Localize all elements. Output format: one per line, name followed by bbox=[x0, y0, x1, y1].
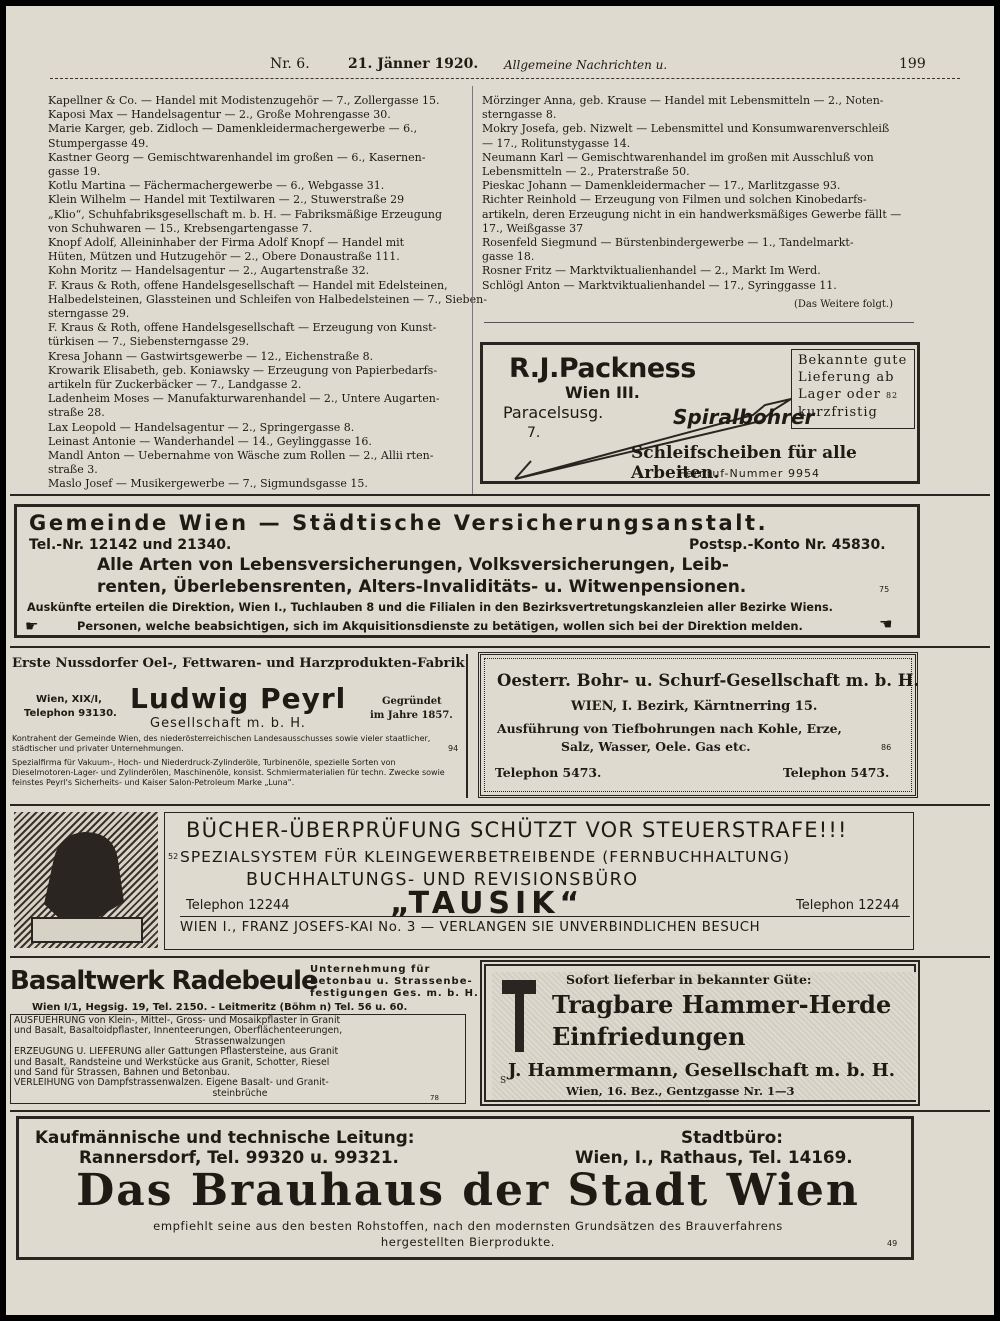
register-entry-line: Mörzinger Anna, geb. Krause — Handel mit Lebensmitteln — 2., Noten- bbox=[482, 94, 884, 107]
basalt-line: Strassenwalzungen bbox=[194, 1035, 286, 1047]
register-entry-line: 17., Weißgasse 37 bbox=[482, 221, 584, 235]
packness-box-line: Lieferung ab bbox=[798, 370, 895, 385]
packness-street: Paracelsusg. bbox=[503, 403, 604, 422]
ad-divider bbox=[466, 654, 468, 798]
brauhaus-line2: hergestellten Bierprodukte. bbox=[380, 1235, 556, 1249]
gemeinde-line2: renten, Überlebensrenten, Alters-Invaliditäts- u. Witwenpensionen. bbox=[97, 577, 747, 597]
register-entry-line: von Schuhwaren — 15., Krebsengartengasse 7. bbox=[48, 221, 313, 235]
right-register-column bbox=[482, 94, 927, 293]
packness-code: 82 bbox=[885, 391, 899, 400]
peyrl-company: Gesellschaft m. b. H. bbox=[150, 716, 306, 731]
gemeinde-persons: Personen, welche beabsichtigen, sich im Akquisitionsdienste zu betätigen, wollen sich bei der Direktion melden. bbox=[77, 619, 803, 633]
bohr-phone-left: Telephon 5473. bbox=[495, 765, 602, 780]
packness-phone: Fernruf-Nummer 9954 bbox=[679, 467, 820, 480]
basalt-address: Wien I/1, Hegsig. 19, Tel. 2150. - Leitmeritz (Böhm n) Tel. 56 u. 60. bbox=[32, 1002, 408, 1013]
peyrl-header: Erste Nussdorfer Oel-, Fettwaren- und Harzprodukten-Fabrik bbox=[12, 656, 465, 671]
register-entry-line: Neumann Karl — Gemischtwarenhandel im großen mit Ausschluß von bbox=[482, 150, 874, 164]
register-entry-line: F. Kraus & Roth, offene Handelsgesellschaft — Erzeugung von Kunst- bbox=[48, 321, 437, 335]
register-entry-line: sterngasse 29. bbox=[48, 307, 130, 321]
ad-gemeinde-wien bbox=[14, 504, 920, 638]
packness-city: Wien III. bbox=[565, 383, 640, 402]
tausik-phone-right: Telephon 12244 bbox=[796, 898, 900, 913]
section-rule bbox=[10, 646, 990, 648]
hammer-line2: Tragbare Hammer-Herde bbox=[552, 990, 892, 1019]
tausik-line3: BUCHHALTUNGS- UND REVISIONSBÜRO bbox=[246, 870, 639, 890]
issue-number: Nr. 6. bbox=[270, 56, 310, 72]
gemeinde-line1: Alle Arten von Lebensversicherungen, Volksversicherungen, Leib- bbox=[97, 555, 729, 575]
issue-date: 21. Jänner 1920. bbox=[348, 56, 479, 72]
peyrl-name: Ludwig Peyrl bbox=[130, 682, 347, 715]
register-entry-line: Kohn Moritz — Handelsagentur — 2., Augartenstraße 32. bbox=[48, 264, 370, 278]
tausik-rule bbox=[180, 916, 910, 917]
brauhaus-line1: empfiehlt seine aus den besten Rohstoffen, nach den modernsten Grundsätzen des Brauverfahrens bbox=[153, 1219, 783, 1233]
register-entry-line: Knopf Adolf, Alleininhaber der Firma Adolf Knopf — Handel mit bbox=[48, 236, 405, 250]
register-entry-line: Krowarik Elisabeth, geb. Koniawsky — Erzeugung von Papierbedarfs- bbox=[48, 363, 438, 377]
gemeinde-tel: Tel.-Nr. 12142 und 21340. bbox=[29, 537, 232, 553]
packness-box-line bbox=[798, 386, 908, 404]
register-entry-line: Stumpergasse 49. bbox=[48, 136, 149, 150]
pointing-hand-icon: ☛ bbox=[879, 615, 893, 633]
accountant-figure-icon bbox=[14, 812, 158, 948]
bohr-line1: Ausführung von Tiefbohrungen nach Kohle, Erze, bbox=[497, 721, 842, 736]
register-entry-line: Rosenfeld Siegmund — Bürstenbindergewerbe — 1., Tandelmarkt- bbox=[482, 236, 854, 250]
packness-tagline: Schleifscheiben für alle Arbeiten. bbox=[631, 443, 857, 483]
gemeinde-title: Gemeinde Wien — Städtische Versicherungsanstalt. bbox=[29, 511, 769, 535]
basalt-side bbox=[310, 964, 479, 1000]
register-entry-line: „Klio“, Schuhfabriksgesellschaft m. b. H. — Fabriksmäßige Erzeugung bbox=[48, 207, 443, 221]
register-entry-line: Maslo Josef — Musikergewerbe — 7., Sigmundsgasse 15. bbox=[48, 477, 368, 491]
bohr-address: WIEN, I. Bezirk, Kärntnerring 15. bbox=[571, 699, 818, 714]
register-entry-line: Lax Leopold — Handelsagentur — 2., Springergasse 8. bbox=[48, 420, 355, 434]
register-entry-line: Lebensmitteln — 2., Praterstraße 50. bbox=[482, 165, 690, 179]
gemeinde-konto: Postsp.-Konto Nr. 45830. bbox=[689, 537, 886, 553]
brauhaus-title: Das Brauhaus der Stadt Wien bbox=[76, 1165, 860, 1216]
peyrl-phone: Telephon 93130. bbox=[24, 708, 117, 719]
newspaper-page bbox=[6, 6, 994, 1315]
hammer-code: S bbox=[500, 1076, 507, 1086]
peyrl-contractor: Kontrahent der Gemeinde Wien, des niederösterreichischen Landesausschusses sowie vieler staatlicher, städtischer und privater Unternehmungen. bbox=[12, 734, 431, 753]
peyrl-founded: Gegründet bbox=[382, 696, 442, 707]
register-entry-line: Hüten, Mützen und Hutzugehör — 2., Obere Donaustraße 111. bbox=[48, 250, 400, 264]
register-entry-line: Halbedelsteinen, Glassteinen und Schleifen von Halbedelsteinen — 7., Sieben- bbox=[48, 292, 487, 306]
register-entry-line: Kastner Georg — Gemischtwarenhandel im großen — 6., Kasernen- bbox=[48, 150, 426, 164]
register-entry-line: Kotlu Martina — Fächermachergewerbe — 6., Webgasse 31. bbox=[48, 179, 385, 193]
tausik-code: 52 bbox=[168, 852, 179, 861]
packness-number: 7. bbox=[527, 425, 541, 441]
pointing-hand-icon: ☛ bbox=[25, 617, 39, 635]
register-entry-line: Marie Karger, geb. Zidloch — Damenkleidermachergewerbe — 6., bbox=[48, 122, 418, 136]
section-title: Allgemeine Nachrichten u. bbox=[504, 58, 668, 72]
column-end-rule bbox=[484, 322, 914, 323]
ad-tausik bbox=[10, 808, 914, 952]
section-rule bbox=[10, 804, 990, 806]
basalt-line: und Basalt, Randsteine und Werkstücke aus Granit, Schotter, Riesel bbox=[14, 1056, 330, 1068]
column-divider bbox=[472, 86, 473, 496]
register-entry-line: artikeln für Zuckerbäcker — 7., Landgasse 2. bbox=[48, 378, 302, 392]
register-entry-line: gasse 18. bbox=[482, 250, 535, 264]
basalt-lines bbox=[10, 1016, 466, 1099]
accountant-illustration bbox=[14, 812, 158, 948]
register-entry-line: Ladenheim Moses — Manufakturwarenhandel — 2., Untere Augarten- bbox=[48, 392, 440, 406]
bohr-line2: Salz, Wasser, Oele. Gas etc. bbox=[561, 739, 751, 754]
ad-peyrl bbox=[10, 652, 465, 800]
hammer-line3: Einfriedungen bbox=[552, 1022, 746, 1051]
section-rule bbox=[10, 494, 990, 496]
tausik-address: WIEN I., FRANZ JOSEFS-KAI No. 3 — VERLANGEN SIE UNVERBINDLICHEN BESUCH bbox=[180, 920, 761, 935]
ad-brauhaus bbox=[16, 1116, 914, 1260]
peyrl-founded-year: im Jahre 1857. bbox=[370, 710, 453, 721]
register-entry-line: Mokry Josefa, geb. Nizwelt — Lebensmittel und Konsumwarenverschleiß bbox=[482, 122, 890, 136]
basalt-side-line: festigungen Ges. m. b. H. bbox=[310, 988, 479, 999]
packness-info-box bbox=[791, 349, 915, 429]
register-entry-line: Kaposi Max — Handelsagentur — 2., Große Mohrengasse 30. bbox=[48, 108, 391, 122]
brauhaus-left2: Rannersdorf, Tel. 99320 u. 99321. bbox=[79, 1147, 399, 1167]
bohr-phone-right: Telephon 5473. bbox=[783, 765, 890, 780]
register-entry-line: Klein Wilhelm — Handel mit Textilwaren — 2., Stuwerstraße 29 bbox=[48, 193, 405, 207]
brauhaus-right2: Wien, I., Rathaus, Tel. 14169. bbox=[575, 1147, 853, 1167]
register-entry-line: Leinast Antonie — Wanderhandel — 14., Geylinggasse 16. bbox=[48, 434, 372, 448]
register-entry-line: Rosner Fritz — Marktviktualienhandel — 2., Markt Im Werd. bbox=[482, 264, 821, 278]
register-entry-line: F. Kraus & Roth, offene Handelsgesellschaft — Handel mit Edelsteinen, bbox=[48, 278, 448, 292]
basalt-side-line: Betonbau u. Strassenbe- bbox=[310, 976, 473, 987]
brauhaus-right1: Stadtbüro: bbox=[681, 1127, 783, 1147]
register-entry-line: artikeln, deren Erzeugung nicht in ein handwerksmäßiges Gewerbe fällt — bbox=[482, 207, 902, 221]
bohr-code: 86 bbox=[881, 743, 892, 752]
register-entry-line: straße 28. bbox=[48, 406, 105, 420]
page-header bbox=[6, 52, 994, 78]
register-entry-line: türkisen — 7., Siebensterngasse 29. bbox=[48, 335, 250, 349]
ad-bohr bbox=[478, 652, 918, 798]
section-rule bbox=[10, 1110, 990, 1112]
packness-box-line: kurzfristig bbox=[798, 405, 878, 420]
ad-hammer bbox=[480, 960, 920, 1106]
basalt-line: steinbrüche bbox=[212, 1087, 268, 1099]
register-entry-line: Richter Reinhold — Erzeugung von Filmen und solchen Kinobedarfs- bbox=[482, 193, 867, 207]
packness-product: Spiralbohrer bbox=[673, 405, 815, 429]
basalt-code: 78 bbox=[430, 1094, 439, 1102]
peyrl-location: Wien, XIX/I, bbox=[36, 694, 102, 705]
ad-basalt bbox=[10, 960, 479, 1106]
register-entry-line: Kresa Johann — Gastwirtsgewerbe — 12., Eichenstraße 8. bbox=[48, 349, 374, 363]
ad-packness bbox=[480, 342, 920, 484]
header-rule bbox=[50, 78, 960, 79]
basalt-line: und Basalt, Basaltoidpflaster, Innenteerungen, Oberflächenteerungen, bbox=[14, 1025, 343, 1037]
register-entry-line: — 17., Rolitunstygasse 14. bbox=[482, 136, 631, 150]
hammer-line1: Sofort lieferbar in bekannter Güte: bbox=[566, 972, 812, 987]
left-register-column bbox=[48, 94, 487, 492]
tausik-brand: „TAUSIK“ bbox=[390, 886, 585, 921]
register-entry-line: sterngasse 8. bbox=[482, 108, 557, 122]
packness-box-line: Bekannte gute bbox=[798, 353, 908, 368]
register-entry-line: Pieskac Johann — Damenkleidermacher — 17., Marlitzgasse 93. bbox=[482, 179, 841, 193]
tausik-phone-left: Telephon 12244 bbox=[186, 898, 290, 913]
basalt-line: VERLEIHUNG von Dampfstrassenwalzen. Eigene Basalt- und Granit- bbox=[14, 1077, 329, 1089]
section-rule bbox=[10, 956, 990, 958]
packness-name: R.J.Packness bbox=[509, 353, 696, 384]
continued-note: (Das Weitere folgt.) bbox=[794, 299, 894, 310]
tausik-headline: BÜCHER-ÜBERPRÜFUNG SCHÜTZT VOR STEUERSTRAFE!!! bbox=[186, 818, 848, 842]
bohr-title: Oesterr. Bohr- u. Schurf-Gesellschaft m. b. H. bbox=[497, 671, 920, 690]
register-entry-line: straße 3. bbox=[48, 463, 98, 477]
packness-box-text: Lager oder bbox=[798, 387, 881, 402]
hammer-line5: Wien, 16. Bez., Gentzgasse Nr. 1—3 bbox=[566, 1084, 795, 1098]
page-number: 199 bbox=[899, 56, 926, 72]
brauhaus-left1: Kaufmännische und technische Leitung: bbox=[35, 1127, 415, 1147]
peyrl-code: 94 bbox=[448, 744, 459, 753]
brauhaus-code: 49 bbox=[887, 1239, 898, 1248]
basalt-line: und Sand für Strassen, Bahnen und Betonbau. bbox=[14, 1067, 231, 1079]
peyrl-special: Spezialfirma für Vakuum-, Hoch- und Niederdruck-Zylinderöle, Turbinenöle, spezielle Sorten von Dieselmotoren-Lager- und Zylinderölen, Maschinenöle, konsist. Schmiermaterialien für techn. Zwecke sowie feinstes Peyrl's Sicherheits- und Kaiser Salon-Petroleum Marke „Luna“. bbox=[12, 758, 445, 787]
basalt-title: Basaltwerk Radebeule bbox=[10, 966, 318, 996]
basalt-side-line: Unternehmung für bbox=[310, 964, 431, 975]
register-entry-line: Kapellner & Co. — Handel mit Modistenzugehör — 7., Zollergasse 15. bbox=[48, 94, 440, 107]
register-entry-line: Mandl Anton — Uebernahme von Wäsche zum Rollen — 2., Allii rten- bbox=[48, 449, 434, 463]
hammer-icon bbox=[496, 974, 546, 1074]
register-entry-line: gasse 19. bbox=[48, 165, 101, 179]
basalt-line: AUSFUEHRUNG von Klein-, Mittel-, Gross- und Mosaikpflaster in Granit bbox=[14, 1015, 341, 1026]
register-entry-line: Schlögl Anton — Marktviktualienhandel — 17., Syringgasse 11. bbox=[482, 278, 837, 292]
tausik-line2: SPEZIALSYSTEM FÜR KLEINGEWERBETREIBENDE (FERNBUCHHALTUNG) bbox=[180, 848, 791, 866]
gemeinde-info: Auskünfte erteilen die Direktion, Wien I., Tuchlauben 8 und die Filialen in den Bezirksvertretungskanzleien aller Bezirke Wiens. bbox=[27, 601, 833, 614]
hammer-line4: J. Hammermann, Gesellschaft m. b. H. bbox=[508, 1060, 895, 1081]
gemeinde-code: 75 bbox=[879, 585, 890, 594]
basalt-line: ERZEUGUNG U. LIEFERUNG aller Gattungen Pflastersteine, aus Granit bbox=[14, 1046, 339, 1058]
